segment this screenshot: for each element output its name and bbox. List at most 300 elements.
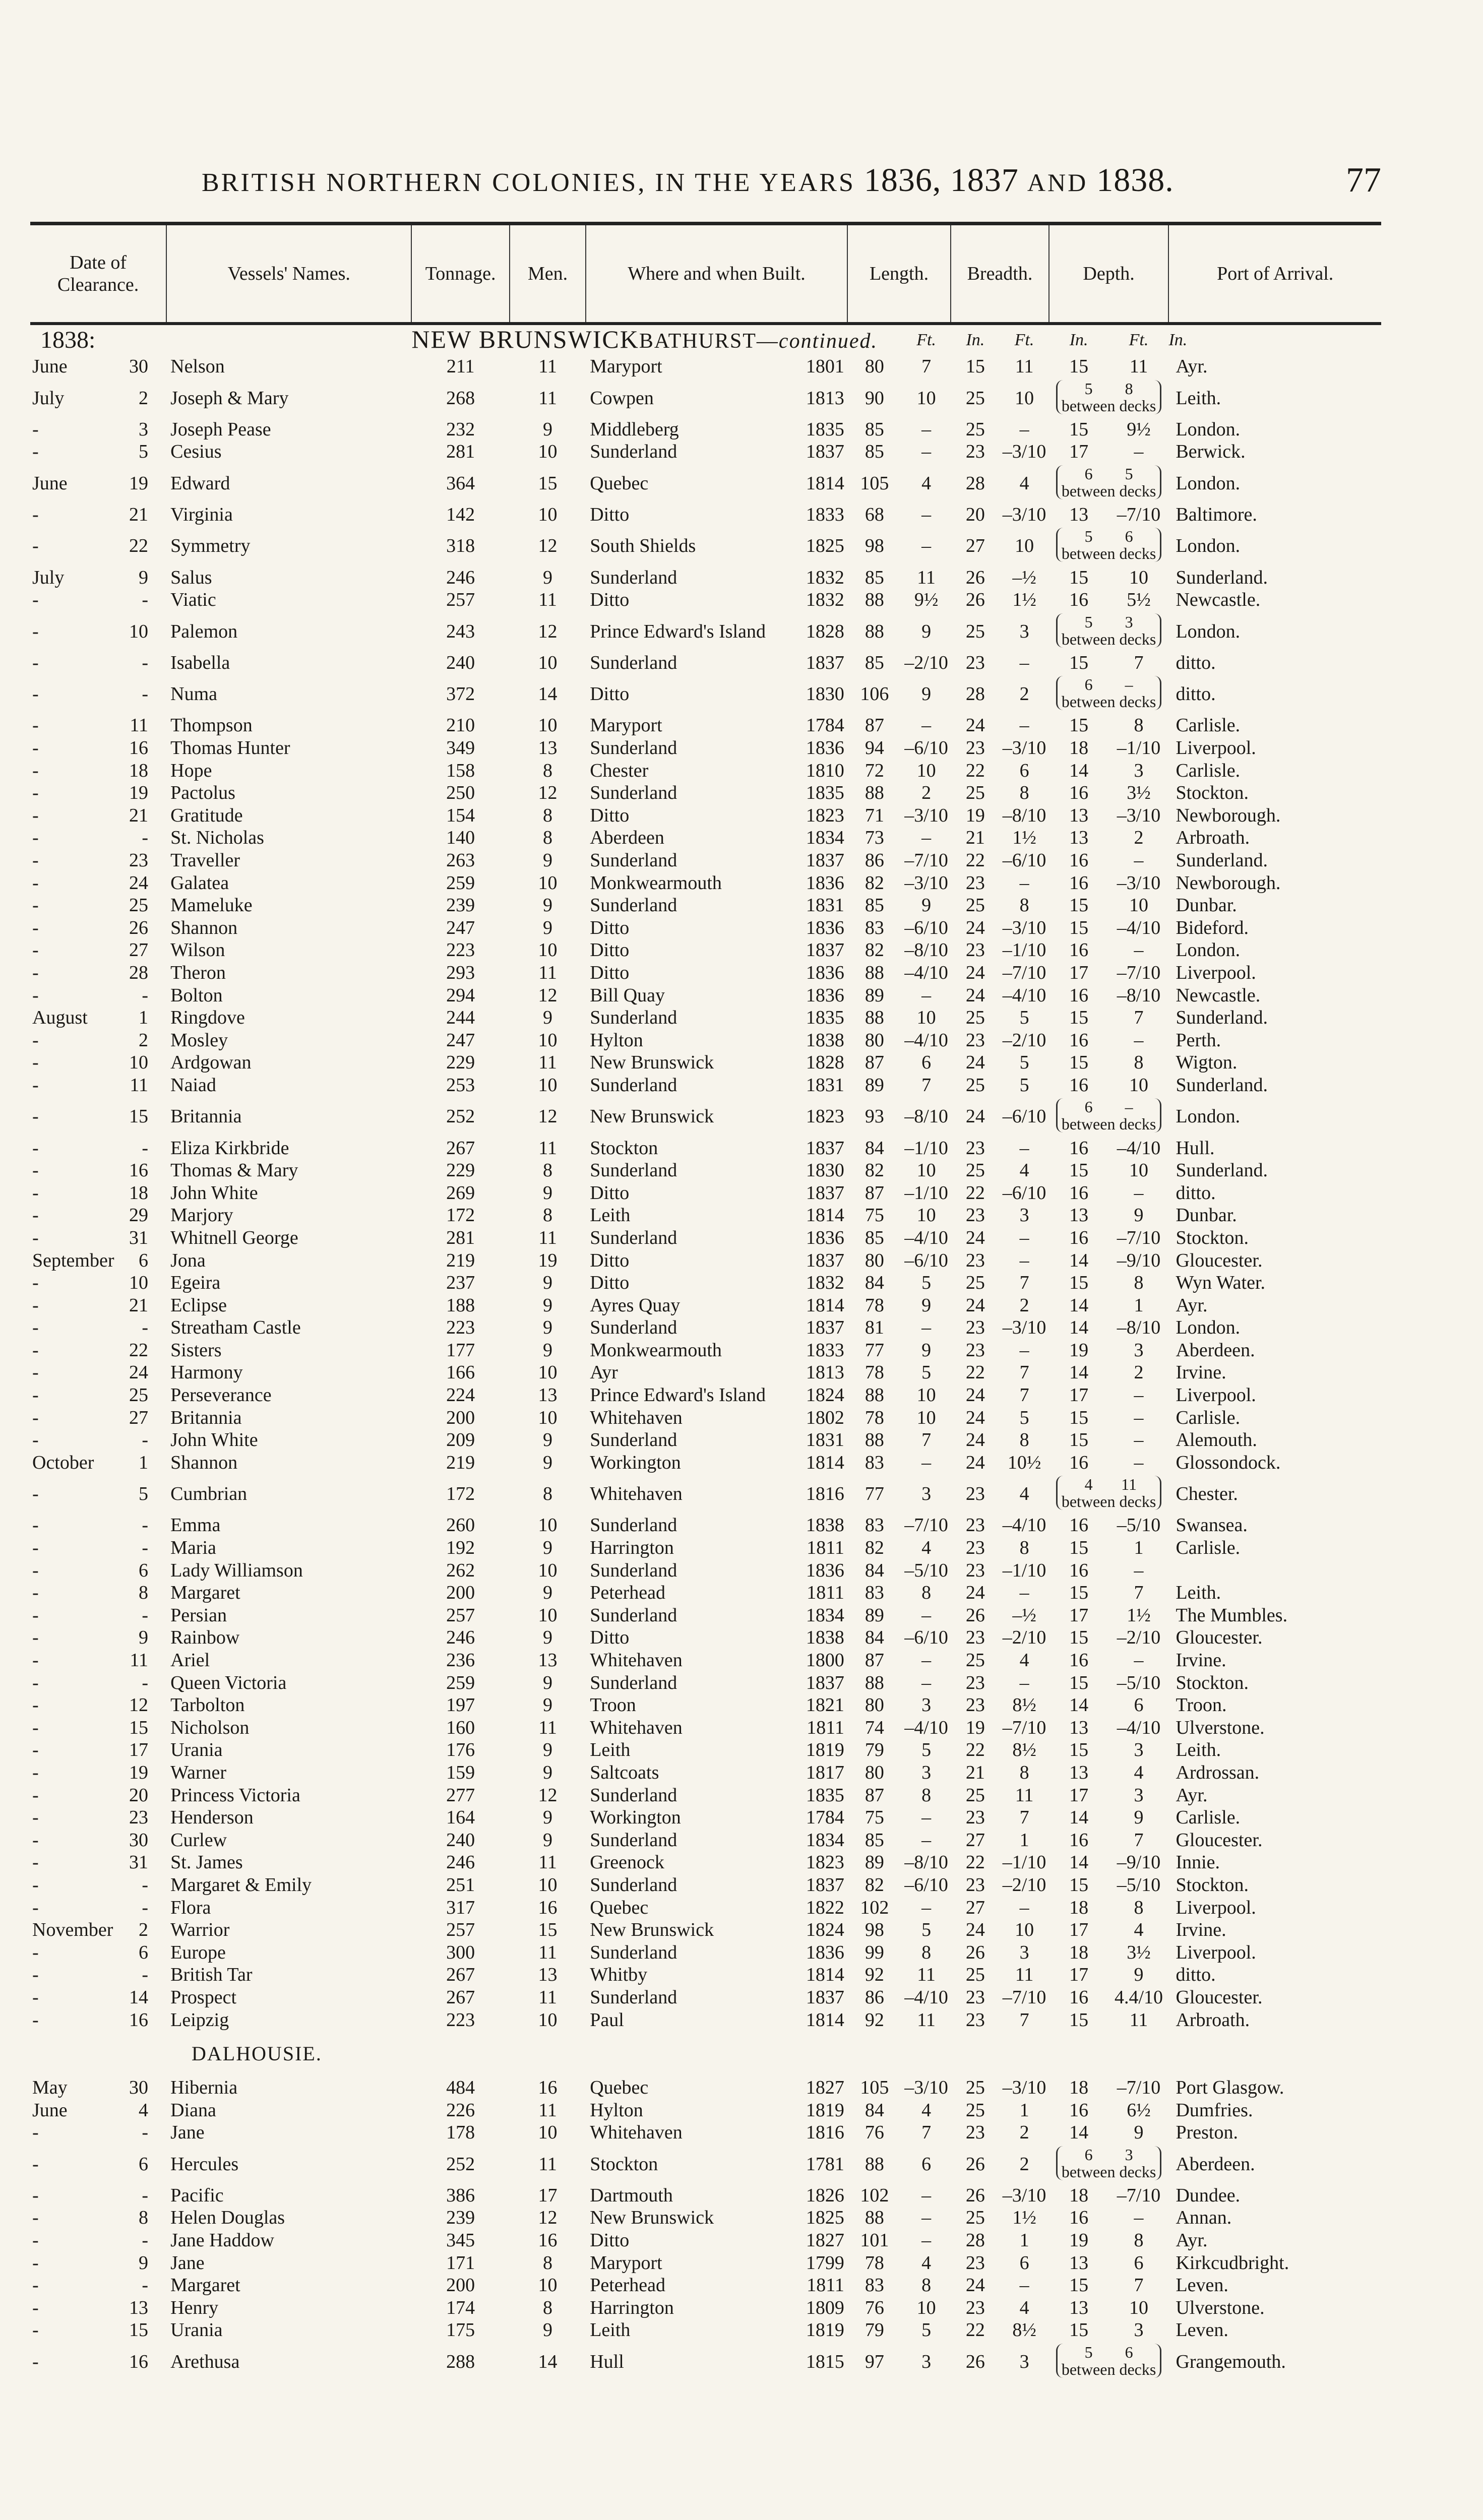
vessel-name: Urania (170, 2319, 223, 2341)
vessel-name: Thomas & Mary (170, 1160, 298, 1181)
length-in: 8 (921, 1941, 932, 1963)
depth-ft: 18 (1069, 2184, 1089, 2206)
breadth-in: 10½ (1007, 1452, 1041, 1473)
built-year: 1837 (806, 1182, 844, 1204)
table-row (30, 894, 1381, 917)
men: 11 (538, 1137, 557, 1159)
depth-bracket (1056, 2344, 1161, 2378)
port-of-arrival: Alemouth. (1176, 1429, 1257, 1451)
length-ft: 82 (864, 1874, 884, 1896)
clearance-month: - (32, 1227, 39, 1248)
table-row (30, 1074, 1381, 1097)
table-row (30, 2297, 1381, 2319)
clearance-date (30, 939, 166, 962)
tonnage: 142 (446, 504, 475, 526)
depth-in: –4/10 (1117, 1717, 1161, 1738)
vessel-name: St. James (170, 1852, 243, 1873)
clearance-date (30, 1874, 166, 1897)
built-year: 1814 (806, 1205, 844, 1226)
tonnage: 240 (446, 652, 475, 673)
built-year: 1832 (806, 1272, 844, 1294)
table-row (30, 1784, 1381, 1806)
clearance-month: - (32, 504, 39, 526)
breadth-ft: 23 (965, 1627, 985, 1649)
unit-in: In. (1069, 331, 1088, 349)
clearance-date (30, 1159, 166, 1182)
breadth-in: –6/10 (1002, 850, 1046, 871)
depth-ft: 15 (1069, 715, 1089, 736)
length-in: – (921, 504, 932, 526)
table-row (30, 652, 1381, 674)
length-ft: 85 (864, 895, 884, 916)
tonnage: 239 (446, 2207, 475, 2229)
depth-in: – (1134, 850, 1144, 871)
table-row (30, 1316, 1381, 1339)
section-heading-row (30, 2031, 1381, 2076)
men: 9 (543, 1007, 553, 1029)
breadth-in: 8 (1019, 1537, 1029, 1559)
vessel-name: Wilson (170, 939, 225, 961)
clearance-month: - (32, 1829, 39, 1851)
table-row (30, 1919, 1381, 1941)
clearance-day: 6 (139, 1249, 148, 1271)
depth-ft: 14 (1069, 1362, 1089, 1383)
clearance-date (30, 849, 166, 872)
clearance-month: - (32, 962, 39, 983)
port-of-arrival: Port Glasgow. (1176, 2077, 1284, 2099)
breadth-ft: 20 (965, 504, 985, 526)
clearance-month: - (32, 737, 39, 759)
port-of-arrival: London. (1176, 472, 1241, 494)
depth-in: –3/10 (1117, 804, 1161, 826)
tonnage: 252 (446, 1106, 475, 1127)
built-year: 1837 (806, 1672, 844, 1693)
men: 12 (538, 535, 558, 557)
col-length: Length. (847, 224, 951, 324)
length-in: 7 (921, 1074, 932, 1096)
depth-ft: 6 (1084, 1098, 1093, 1116)
clearance-day: 16 (129, 2351, 148, 2372)
men: 9 (543, 1829, 553, 1851)
depth-ft: 15 (1069, 1582, 1089, 1604)
breadth-in: –1/10 (1002, 1852, 1046, 1873)
clearance-month: - (32, 1852, 39, 1873)
port-of-arrival: London. (1176, 620, 1241, 642)
built-year: 1826 (806, 2184, 844, 2206)
built-place: Paul (590, 2009, 624, 2031)
depth-in: –4/10 (1117, 917, 1161, 938)
clearance-date (30, 984, 166, 1006)
built-place: Sunderland (590, 782, 677, 804)
port-of-arrival: Leven. (1176, 2319, 1228, 2341)
clearance-day: 19 (129, 472, 148, 494)
built-year: 1809 (806, 2297, 844, 2318)
men: 11 (538, 1052, 557, 1074)
clearance-month: June (32, 472, 68, 494)
built-place: Leith (590, 1739, 631, 1761)
breadth-ft: 23 (965, 2122, 985, 2144)
tonnage: 160 (446, 1717, 475, 1738)
depth-ft: 16 (1069, 2207, 1089, 2229)
clearance-date (30, 804, 166, 827)
built-place: Whitehaven (590, 1483, 683, 1505)
length-in: 3 (921, 1761, 932, 1783)
col-built: Where and when Built. (586, 224, 847, 324)
breadth-ft: 25 (965, 2077, 985, 2099)
men: 9 (543, 2319, 553, 2341)
table-row (30, 1717, 1381, 1739)
length-ft: 102 (860, 1897, 889, 1918)
clearance-day: - (142, 984, 148, 1006)
table-row (30, 1739, 1381, 1761)
clearance-month: - (32, 1483, 39, 1505)
breadth-in: 1½ (1012, 589, 1036, 611)
depth-in: 9½ (1127, 418, 1151, 440)
breadth-ft: 21 (965, 1761, 985, 1783)
built-place: Ayr (590, 1362, 618, 1383)
men: 10 (538, 872, 558, 894)
depth-in: 3½ (1127, 1941, 1151, 1963)
length-ft: 92 (864, 2009, 884, 2031)
clearance-day: 3 (139, 418, 148, 440)
tonnage: 259 (446, 1672, 475, 1693)
tonnage: 246 (446, 1852, 475, 1873)
breadth-ft: 22 (965, 850, 985, 871)
depth-in: –3/10 (1117, 872, 1161, 894)
clearance-day: 21 (129, 804, 148, 826)
length-ft: 88 (864, 962, 884, 983)
breadth-in: 6 (1019, 2252, 1029, 2274)
built-year: 1830 (806, 683, 844, 705)
depth-ft: 13 (1069, 827, 1089, 849)
clearance-date (30, 1582, 166, 1604)
page-number: 77 (1346, 161, 1381, 200)
depth-ft: 14 (1069, 1317, 1089, 1339)
breadth-ft: 25 (965, 2207, 985, 2229)
clearance-month: - (32, 1407, 39, 1428)
men: 10 (538, 1604, 558, 1626)
men: 9 (543, 1694, 553, 1716)
breadth-in: – (1019, 1339, 1029, 1361)
length-ft: 77 (864, 1339, 884, 1361)
table-row (30, 2184, 1381, 2207)
built-year: 1837 (806, 1874, 844, 1896)
depth-in: 7 (1134, 2275, 1144, 2296)
length-in: 7 (921, 1429, 932, 1451)
built-place: Ditto (590, 2230, 630, 2251)
depth-between-decks (1049, 2342, 1169, 2382)
depth-in: –7/10 (1117, 504, 1161, 526)
vessel-name: Naiad (170, 1074, 216, 1096)
vessel-name: Ardgowan (170, 1052, 252, 1074)
breadth-in: 8½ (1012, 2319, 1036, 2341)
built-place: Sunderland (590, 737, 677, 759)
breadth-ft: 23 (965, 737, 985, 759)
length-ft: 88 (864, 2207, 884, 2229)
men: 9 (543, 1537, 553, 1559)
built-year: 1800 (806, 1650, 844, 1671)
length-ft: 86 (864, 1986, 884, 2008)
clearance-day: - (142, 2184, 148, 2206)
men: 10 (538, 939, 558, 961)
built-year: 1813 (806, 387, 844, 409)
clearance-date (30, 2342, 166, 2382)
port-of-arrival: London. (1176, 939, 1241, 961)
breadth-ft: 26 (965, 2153, 985, 2175)
depth-ft: 14 (1069, 1852, 1089, 1873)
depth-in: 4.4/10 (1114, 1986, 1163, 2008)
built-year: 1837 (806, 1986, 844, 2008)
vessel-name: Streatham Castle (170, 1317, 301, 1339)
length-ft: 98 (864, 535, 884, 557)
built-place: Leith (590, 2319, 631, 2341)
length-in: –7/10 (904, 1515, 948, 1536)
tonnage: 200 (446, 1582, 475, 1604)
document-page (30, 0, 1381, 2520)
clearance-day: - (142, 683, 148, 705)
built-year: 1836 (806, 737, 844, 759)
breadth-in: –2/10 (1002, 1029, 1046, 1051)
length-in: –6/10 (904, 1627, 948, 1649)
tonnage: 188 (446, 1294, 475, 1316)
table-row (30, 849, 1381, 872)
breadth-ft: 25 (965, 1074, 985, 1096)
depth-ft: 15 (1069, 917, 1089, 938)
depth-in: – (1134, 1384, 1144, 1406)
depth-ft: 15 (1069, 1537, 1089, 1559)
tonnage: 259 (446, 872, 475, 894)
depth-in: 4 (1134, 1919, 1144, 1941)
clearance-month: - (32, 683, 39, 705)
clearance-day: 1 (139, 1452, 148, 1473)
clearance-day: - (142, 827, 148, 849)
built-year: 1831 (806, 895, 844, 916)
table-header-row (30, 224, 1381, 324)
port-of-arrival: Chester. (1176, 1483, 1238, 1505)
running-head-year-last: 1838. (1096, 162, 1174, 199)
built-year: 1824 (806, 1384, 844, 1406)
depth-ft: 13 (1069, 2297, 1089, 2318)
clearance-day: 5 (139, 1483, 148, 1505)
breadth-ft: 19 (965, 1717, 985, 1738)
tonnage: 154 (446, 804, 475, 826)
clearance-date (30, 714, 166, 737)
depth-in: 3 (1134, 1739, 1144, 1761)
vessel-name: Nicholson (170, 1717, 250, 1738)
clearance-day: 6 (139, 1559, 148, 1581)
built-year: 1784 (806, 715, 844, 736)
built-year: 1835 (806, 782, 844, 804)
breadth-in: –2/10 (1002, 1874, 1046, 1896)
vessel-name: Isabella (170, 652, 230, 673)
length-ft: 80 (864, 1761, 884, 1783)
depth-ft: 6 (1084, 675, 1093, 694)
built-place: Whitby (590, 1964, 648, 1986)
clearance-month: - (32, 1294, 39, 1316)
depth-ft: 16 (1069, 1227, 1089, 1248)
table-row (30, 804, 1381, 827)
breadth-in: 8 (1019, 895, 1029, 916)
tonnage: 171 (446, 2252, 475, 2274)
vessel-name: Virginia (170, 504, 233, 526)
year-label: 1838: (40, 327, 96, 353)
depth-between-decks (1049, 611, 1169, 652)
men: 11 (538, 1986, 557, 2008)
length-ft: 71 (864, 804, 884, 826)
length-ft: 90 (864, 387, 884, 409)
depth-ft: 17 (1069, 1919, 1089, 1941)
length-ft: 80 (864, 356, 884, 377)
breadth-in: –½ (1012, 566, 1036, 588)
unit-in: In. (966, 331, 985, 349)
length-in: –2/10 (904, 652, 948, 673)
men: 19 (538, 1249, 558, 1271)
built-year: 1811 (807, 1717, 844, 1738)
breadth-in: – (1019, 872, 1029, 894)
clearance-month: - (32, 1429, 39, 1451)
clearance-month: July (32, 566, 65, 588)
unit-ft: Ft. (1129, 331, 1149, 349)
built-place: Ditto (590, 1182, 630, 1204)
depth-in: – (1134, 1559, 1144, 1581)
breadth-ft: 24 (965, 1294, 985, 1316)
clearance-month: - (32, 1694, 39, 1716)
length-in: 4 (921, 1537, 932, 1559)
depth-values (1062, 465, 1156, 482)
built-year: 1819 (806, 2099, 844, 2121)
built-place: Sunderland (590, 1986, 677, 2008)
table-row (30, 2342, 1381, 2382)
depth-in: 8 (1134, 1272, 1144, 1294)
depth-in: 3 (1134, 1784, 1144, 1806)
port-of-arrival: Aberdeen. (1176, 2153, 1255, 2175)
length-in: 5 (921, 1272, 932, 1294)
depth-in: 1½ (1127, 1604, 1151, 1626)
men: 11 (538, 2153, 557, 2175)
length-in: 7 (921, 356, 932, 377)
clearance-day: 16 (129, 1160, 148, 1181)
built-year: 1819 (806, 2319, 844, 2341)
breadth-in: 3 (1019, 2351, 1029, 2372)
running-head-text: BRITISH NORTHERN COLONIES, IN THE YEARS (202, 168, 855, 197)
table-row (30, 1806, 1381, 1829)
port-of-arrival: Irvine. (1176, 1919, 1226, 1941)
depth-in: – (1134, 1407, 1144, 1428)
depth-ft: 16 (1069, 1515, 1089, 1536)
depth-ft: 16 (1069, 782, 1089, 804)
built-place: South Shields (590, 535, 696, 557)
clearance-date (30, 782, 166, 804)
depth-in: 10 (1129, 1074, 1148, 1096)
breadth-in: 8 (1019, 1429, 1029, 1451)
men: 14 (538, 683, 558, 705)
built-year: 1823 (806, 804, 844, 826)
port-of-arrival: Hull. (1176, 1137, 1215, 1159)
breadth-ft: 23 (965, 1537, 985, 1559)
depth-ft: 15 (1069, 2009, 1089, 2031)
men: 8 (543, 1205, 553, 1226)
length-in: 4 (921, 2252, 932, 2274)
section-heading-row (30, 324, 1381, 355)
depth-in: –7/10 (1117, 2184, 1161, 2206)
length-ft: 85 (864, 566, 884, 588)
vessel-name: Eliza Kirkbride (170, 1137, 289, 1159)
port-of-arrival: Leith. (1176, 1582, 1221, 1604)
depth-ft: 13 (1069, 1761, 1089, 1783)
built-year: 1836 (806, 1941, 844, 1963)
vessel-name: Emma (170, 1515, 221, 1536)
port-of-arrival: Ulverstone. (1176, 1717, 1265, 1738)
table-row (30, 503, 1381, 526)
built-place: New Brunswick (590, 2207, 714, 2229)
tonnage: 484 (446, 2077, 475, 2099)
breadth-ft: 24 (965, 1384, 985, 1406)
depth-in: 3 (1134, 1339, 1144, 1361)
built-year: 1814 (806, 1294, 844, 1316)
depth-in: – (1134, 939, 1144, 961)
breadth-in: –8/10 (1002, 804, 1046, 826)
tonnage: 177 (446, 1339, 475, 1361)
table-row (30, 1626, 1381, 1649)
built-year: 1836 (806, 962, 844, 983)
clearance-date (30, 827, 166, 849)
vessel-name: Hope (170, 760, 212, 781)
built-place: Greenock (590, 1852, 664, 1873)
port-of-arrival: Carlisle. (1176, 1807, 1241, 1829)
port-of-arrival: Leith. (1176, 1739, 1221, 1761)
depth-in: 2 (1134, 827, 1144, 849)
breadth-ft: 27 (965, 1829, 985, 1851)
breadth-ft: 24 (965, 962, 985, 983)
depth-bracket (1056, 528, 1161, 562)
vessel-name: Nelson (170, 356, 225, 377)
clearance-day: 5 (139, 441, 148, 463)
breadth-ft: 22 (965, 1852, 985, 1873)
depth-ft: 16 (1069, 1559, 1089, 1581)
length-in: 10 (916, 760, 936, 781)
clearance-date (30, 674, 166, 714)
clearance-day: 11 (130, 715, 148, 736)
clearance-month: June (32, 356, 68, 377)
vessel-name: Galatea (170, 872, 229, 894)
breadth-ft: 15 (965, 356, 985, 377)
breadth-ft: 25 (965, 1650, 985, 1671)
vessel-name: St. Nicholas (170, 827, 264, 849)
built-year: 1833 (806, 1339, 844, 1361)
clearance-day: 27 (129, 939, 148, 961)
men: 10 (538, 2275, 558, 2296)
depth-ft: 15 (1069, 1007, 1089, 1029)
breadth-in: 5 (1019, 1052, 1029, 1074)
between-decks-label: between decks (1061, 481, 1156, 500)
tonnage: 257 (446, 589, 475, 611)
built-year: 1817 (806, 1761, 844, 1783)
breadth-in: 5 (1019, 1407, 1029, 1428)
tonnage: 172 (446, 1205, 475, 1226)
breadth-in: –3/10 (1002, 737, 1046, 759)
clearance-month: September (32, 1249, 114, 1271)
built-year: 1838 (806, 1029, 844, 1051)
clearance-date (30, 611, 166, 652)
built-place: Sunderland (590, 1515, 677, 1536)
vessel-name: Tarbolton (170, 1694, 245, 1716)
vessel-name: Britannia (170, 1407, 242, 1428)
clearance-month: - (32, 2009, 39, 2031)
depth-ft: 17 (1069, 1784, 1089, 1806)
port-of-arrival: Liverpool. (1176, 962, 1256, 983)
depth-ft: 17 (1069, 1964, 1089, 1986)
tonnage: 246 (446, 1627, 475, 1649)
